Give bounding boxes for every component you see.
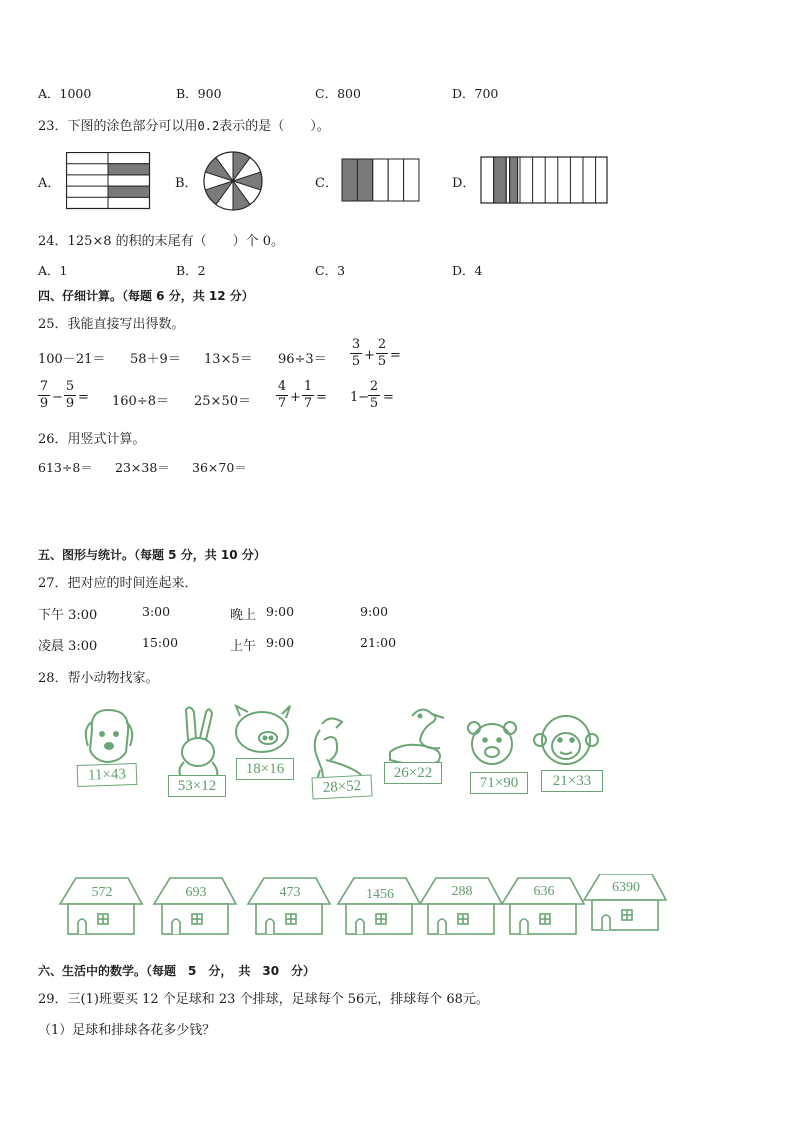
q27-stem: 27．把对应的时间连起来． bbox=[38, 576, 198, 591]
q22-option-b: B．900 bbox=[176, 86, 222, 101]
q28-house-label-2: 693 bbox=[185, 885, 207, 900]
q23-figure-b-circle bbox=[202, 150, 264, 212]
q28-animal-sign-2: 53×12 bbox=[168, 775, 226, 797]
q27-row1-c: 晚上 bbox=[230, 608, 257, 623]
pig-icon bbox=[236, 706, 290, 752]
monkey-icon bbox=[534, 716, 598, 764]
q25-item-4: 96÷3＝ bbox=[278, 352, 327, 367]
q27-row2-d: 9:00 bbox=[266, 635, 295, 650]
q28-stem: 28．帮小动物找家。 bbox=[38, 671, 159, 686]
q27-row1-b: 3:00 bbox=[142, 604, 171, 619]
q28-house-label-7: 6390 bbox=[612, 880, 640, 895]
section-4-title: 四、仔细计算。（每题 6 分，共 12 分） bbox=[38, 289, 254, 303]
q23-label-d: D． bbox=[452, 176, 476, 191]
q26-item-3: 36×70＝ bbox=[192, 460, 247, 475]
q27-row2-e: 21:00 bbox=[360, 635, 397, 650]
q28-animal-sign-6: 71×90 bbox=[470, 772, 528, 794]
q23-figure-d-strips bbox=[480, 156, 608, 204]
q28-animal-sign-7: 21×33 bbox=[541, 770, 603, 792]
q25-item-7: 160÷8＝ bbox=[112, 394, 169, 409]
q26-stem: 26．用竖式计算。 bbox=[38, 432, 146, 447]
q26-item-2: 23×38＝ bbox=[115, 460, 170, 475]
q22-option-a: A．1000 bbox=[38, 86, 92, 101]
q25-item-8: 25×50＝ bbox=[194, 394, 251, 409]
rabbit-icon bbox=[179, 707, 217, 780]
q24-option-d: D．4 bbox=[452, 263, 483, 278]
q25-item-3: 13×5＝ bbox=[204, 352, 253, 367]
q28-house-label-4: 1456 bbox=[366, 887, 394, 902]
q24-option-c: C．3 bbox=[315, 263, 346, 278]
q29-sub1: （1）足球和排球各花多少钱？ bbox=[38, 1023, 216, 1038]
q27-row2-a: 凌晨 3:00 bbox=[38, 639, 98, 654]
q25-item-2: 58＋9＝ bbox=[130, 352, 181, 367]
q25-stem: 25．我能直接写出得数。 bbox=[38, 317, 185, 332]
q28-animal-sign-5: 26×22 bbox=[384, 762, 442, 784]
q26-item-1: 613÷8＝ bbox=[38, 460, 93, 475]
q28-animal-sign-1: 11×43 bbox=[77, 763, 138, 787]
q22-option-c: C．800 bbox=[315, 86, 361, 101]
q22-option-d: D．700 bbox=[452, 86, 499, 101]
q23-label-a: A． bbox=[38, 176, 61, 191]
q24-option-a: A．1 bbox=[38, 263, 68, 278]
q27-row2-c: 上午 bbox=[230, 639, 257, 654]
q23-label-b: B． bbox=[175, 176, 198, 191]
q28-house-label-3: 473 bbox=[279, 885, 301, 900]
q27-row1-d: 9:00 bbox=[266, 604, 295, 619]
q28-animal-sign-4: 28×52 bbox=[311, 774, 372, 799]
q29-stem: 29．三(1)班要买 12 个足球和 23 个排球，足球每个 56元，排球每个 68元。 bbox=[38, 992, 489, 1007]
q28-house-label-5: 288 bbox=[451, 884, 473, 899]
q23-stem: 23．下图的涂色部分可以用0.2表示的是（ ）。 bbox=[38, 119, 330, 134]
dog-icon bbox=[86, 710, 133, 762]
bear-icon bbox=[468, 722, 516, 764]
q25-item-1: 100－21＝ bbox=[38, 352, 106, 367]
q27-row2-b: 15:00 bbox=[142, 635, 179, 650]
section-6-title: 六、生活中的数学。（每题 5 分， 共 30 分） bbox=[38, 964, 316, 978]
q24-stem: 24．125×8 的积的末尾有（ ）个 0。 bbox=[38, 234, 285, 249]
section-5-title: 五、图形与统计。（每题 5 分，共 10 分） bbox=[38, 548, 266, 562]
q28-house-label-1: 572 bbox=[91, 885, 113, 900]
q23-figure-c-bars bbox=[341, 158, 421, 202]
duck-icon bbox=[390, 709, 444, 764]
q23-figure-a-grid bbox=[66, 152, 151, 210]
q28-house-drawings bbox=[58, 874, 668, 940]
q24-option-b: B．2 bbox=[176, 263, 206, 278]
q28-animal-sign-3: 18×16 bbox=[236, 758, 294, 780]
q27-row1-a: 下午 3:00 bbox=[38, 608, 98, 623]
q23-label-c: C． bbox=[315, 176, 338, 191]
q28-house-label-6: 636 bbox=[533, 884, 555, 899]
q27-row1-e: 9:00 bbox=[360, 604, 389, 619]
